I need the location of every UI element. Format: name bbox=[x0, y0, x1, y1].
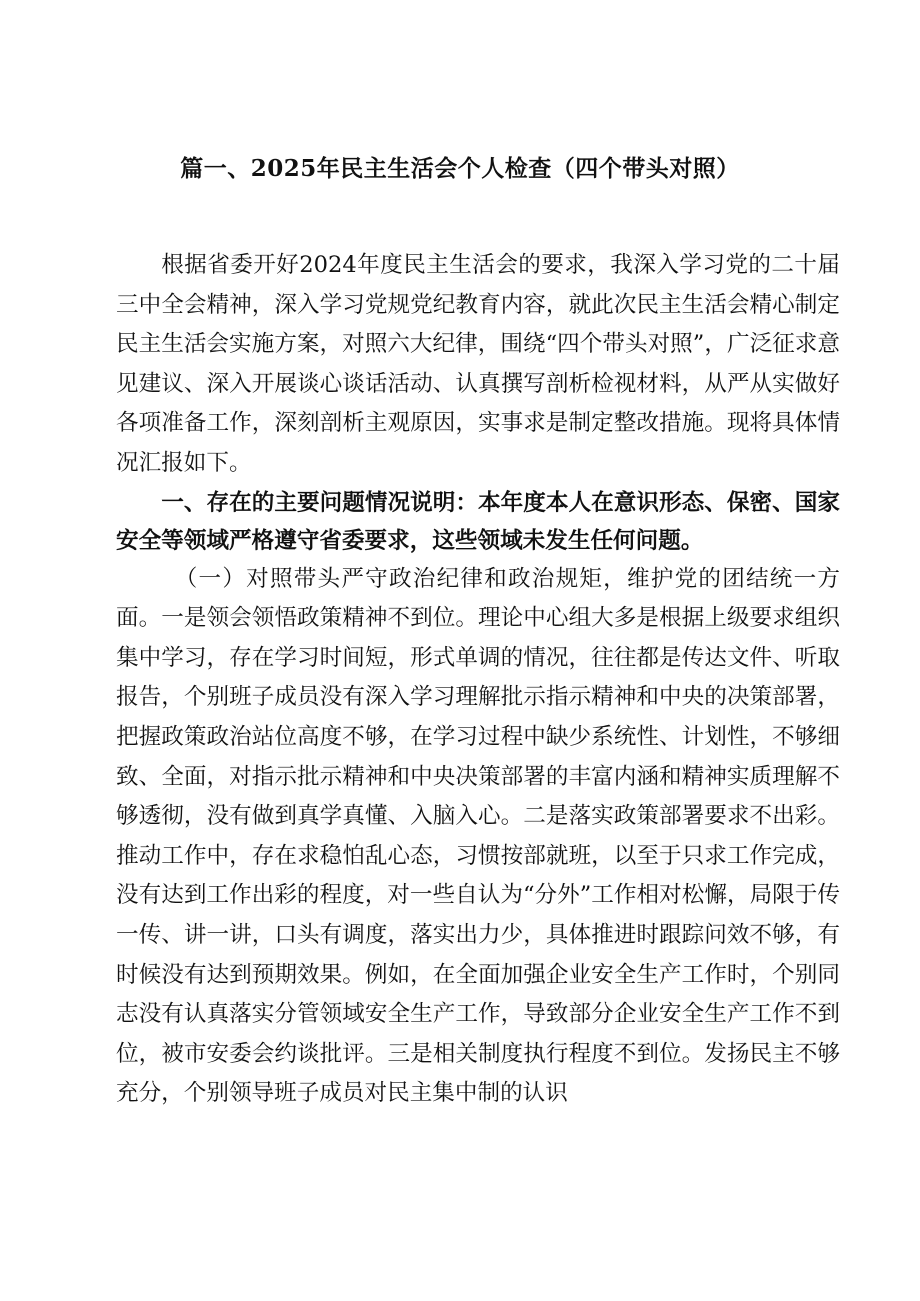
document-body bbox=[116, 246, 840, 1114]
intro-paragraph: 根据省委开好2024年度民主生活会的要求，我深入学习党的二十届三中全会精神，深入学习党规党纪教育内容，就此次民主生活会精心制定民主生活会实施方案，对照六大纪律，围绕“四个带头对照”，广泛征求意见建议、深入开展谈心谈话活动、认真撰写剖析检视材料，从严从实做好各项准备工作，深刻剖析主观原因，实事求是制定整改措施。现将具体情况汇报如下。 bbox=[116, 252, 840, 476]
subsection-paragraph: （一）对照带头严守政治纪律和政治规矩，维护党的团结统一方面。一是领会领悟政策精神不到位。理论中心组大多是根据上级要求组织集中学习，存在学习时间短，形式单调的情况，往往都是传达文件、听取报告，个别班子成员没有深入学习理解批示指示精神和中央的决策部署，把握政策政治站位高度不够，在学习过程中缺少系统性、计划性，不够细致、全面，对指示批示精神和中央决策部署的丰富内涵和精神实质理解不够透彻，没有做到真学真懂、入脑入心。二是落实政策部署要求不出彩。推动工作中，存在求稳怕乱心态，习惯按部就班，以至于只求工作完成，没有达到工作出彩的程度，对一些自认为“分外”工作相对松懈，局限于传一传、讲一讲，口头有调度，落实出力少，具体推进时跟踪问效不够，有时候没有达到预期效果。例如，在全面加强企业安全生产工作时，个别同志没有认真落实分管领域安全生产工作，导致部分企业安全生产工作不到位，被市安委会约谈批评。三是相关制度执行程度不到位。发扬民主不够充分，个别领导班子成员对民主集中制的认识 bbox=[116, 565, 840, 1107]
section-heading: 一、存在的主要问题情况说明：本年度本人在意识形态、保密、国家安全等领域严格遵守省委要求，这些领域未发生任何问题。 bbox=[116, 489, 840, 554]
document-title: 篇一、2025年民主生活会个人检查（四个带头对照） bbox=[180, 155, 740, 182]
